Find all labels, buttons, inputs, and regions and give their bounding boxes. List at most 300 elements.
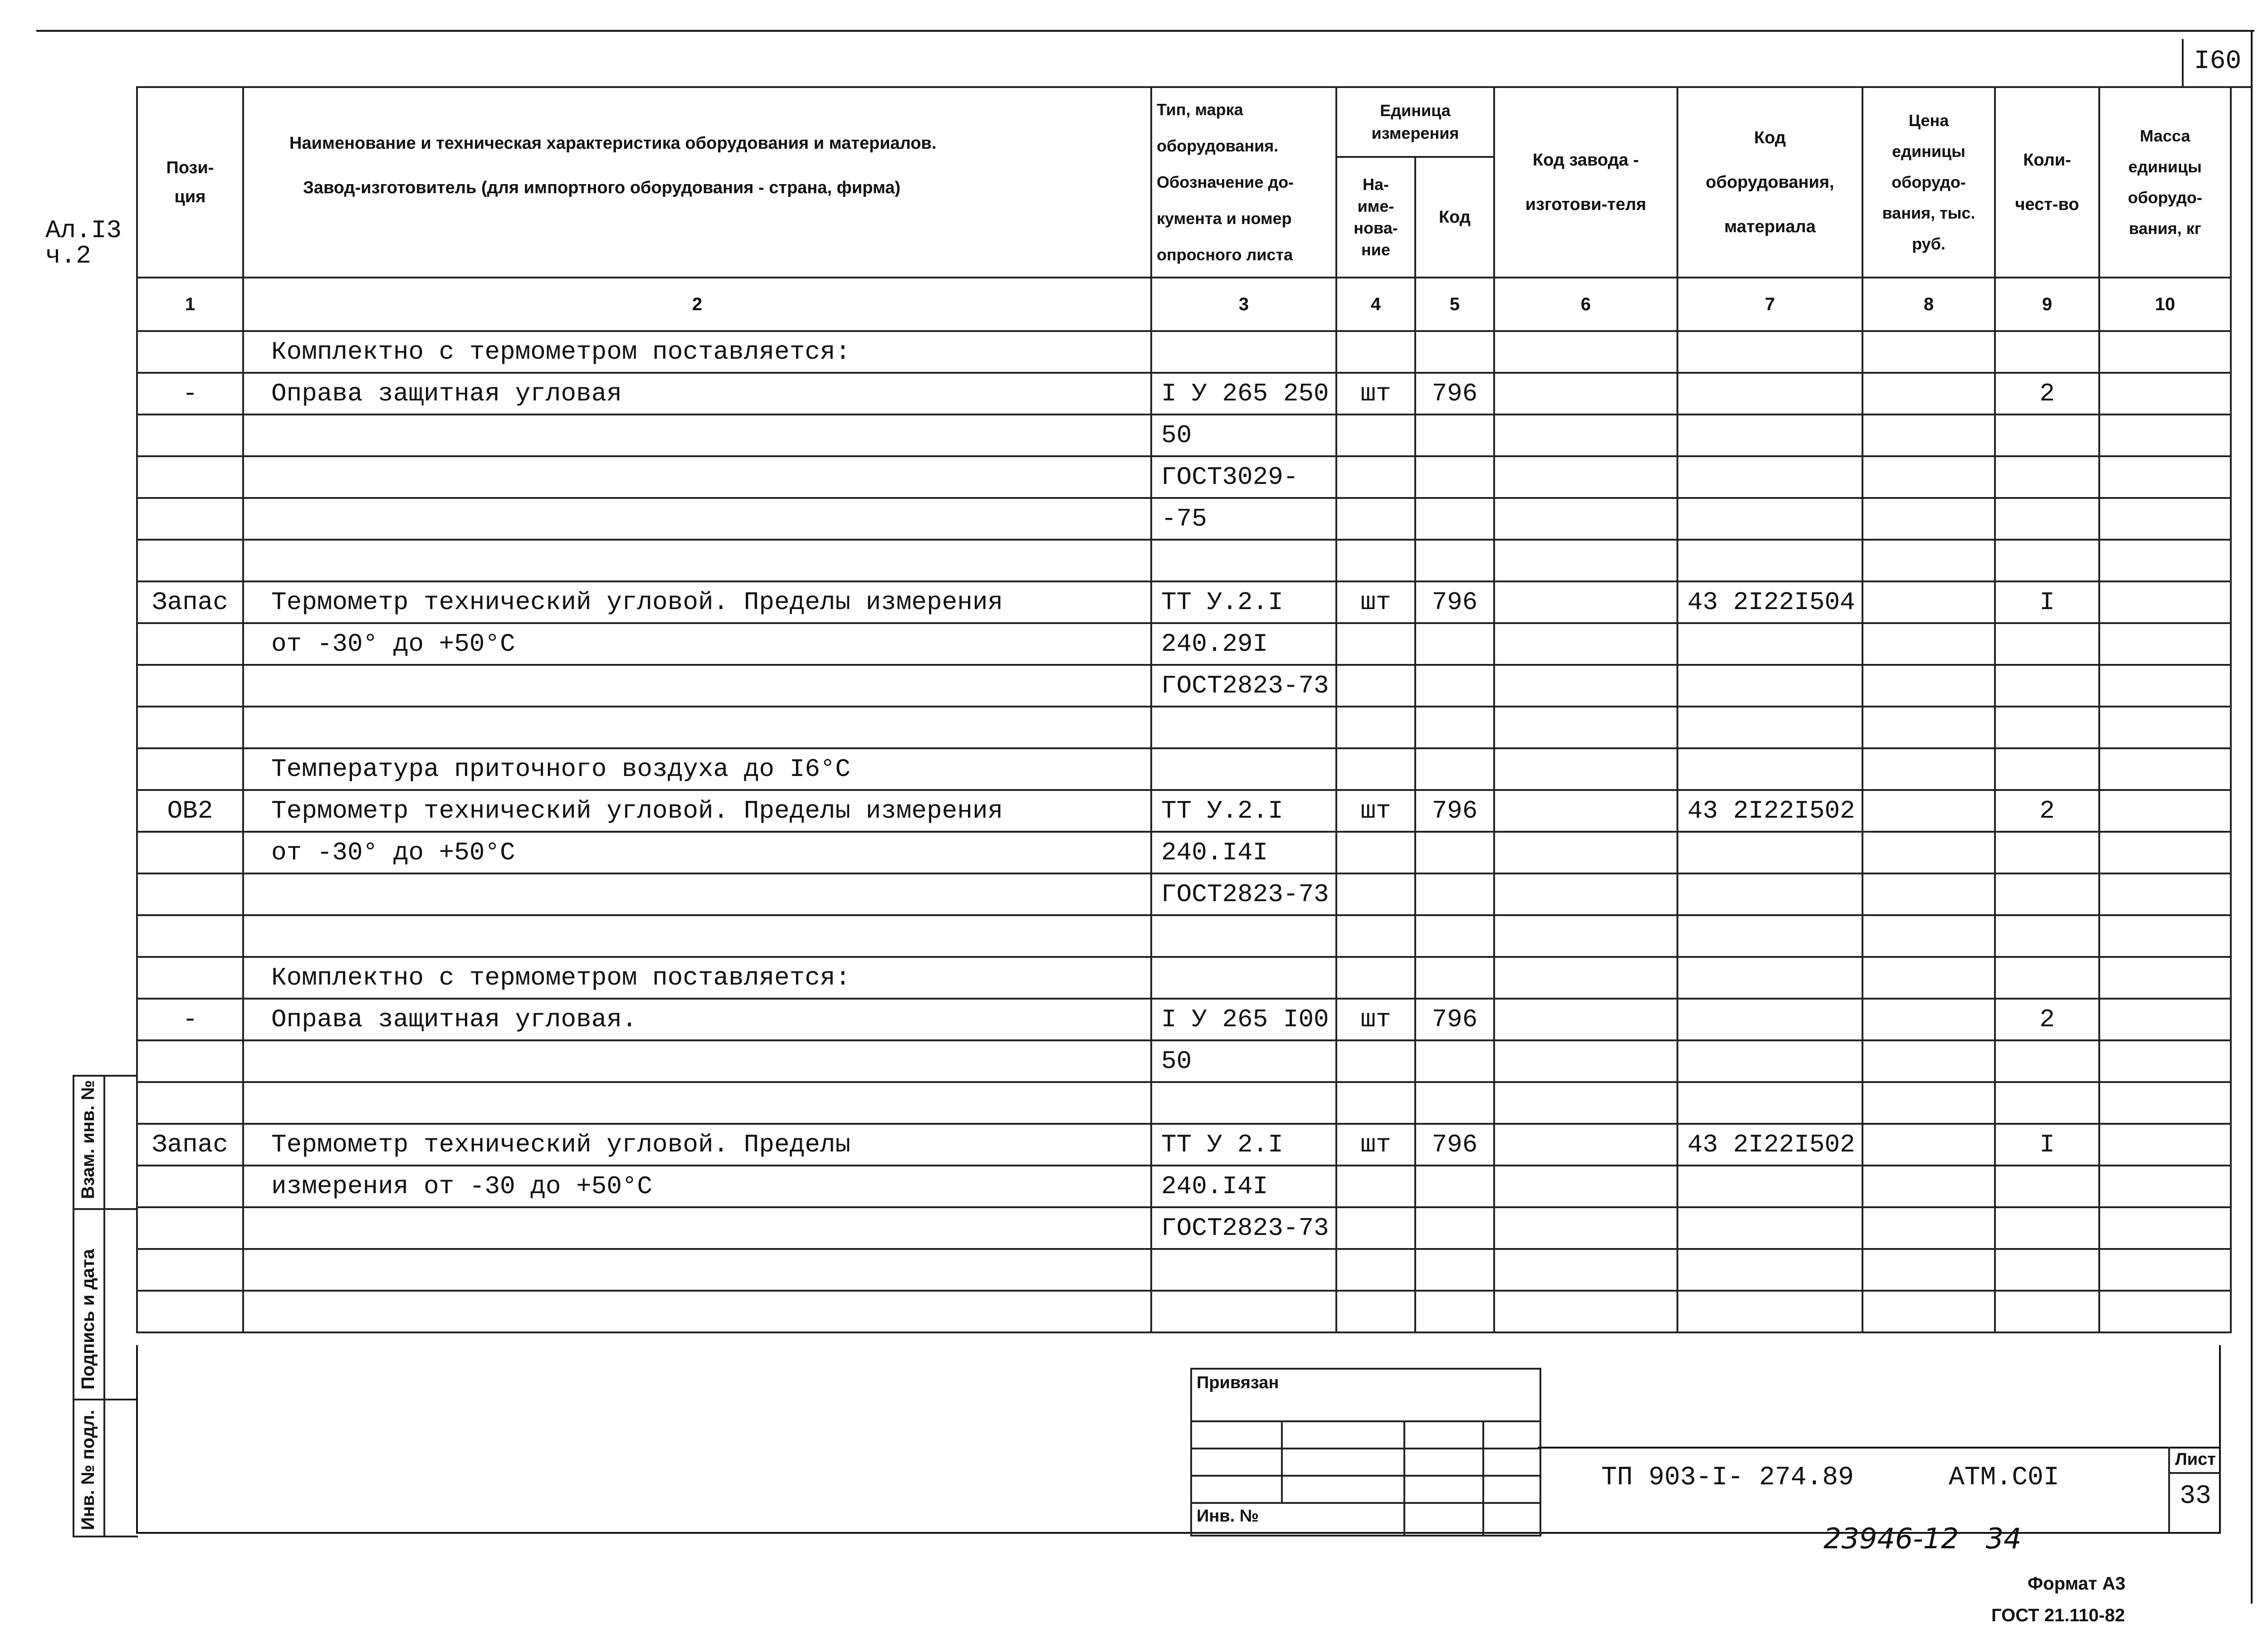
cell-col-9	[1995, 623, 2099, 665]
cell-col-9: 2	[1995, 999, 2099, 1040]
table-row	[137, 540, 2231, 581]
cell-col-2	[243, 498, 1151, 540]
side-labels-box	[73, 1075, 138, 1537]
cell-col-1: -	[137, 373, 243, 415]
cell-col-5: 796	[1415, 999, 1494, 1040]
header-name-line-2: Завод-изготовитель (для импортного оборудования - страна, фирма)	[303, 178, 901, 197]
cell-col-5	[1415, 498, 1494, 540]
cell-col-4	[1336, 873, 1415, 915]
cell-col-7: 43 2I22I502	[1677, 790, 1862, 832]
cell-col-6	[1494, 915, 1677, 957]
table-row	[137, 1040, 2231, 1082]
cell-col-1	[137, 331, 243, 373]
cell-col-3	[1151, 331, 1336, 373]
cell-col-8	[1862, 540, 1995, 581]
cell-col-3: 50	[1151, 415, 1336, 456]
cell-col-7	[1677, 540, 1862, 581]
cell-col-6	[1494, 331, 1677, 373]
spec-table-body	[137, 331, 2231, 1332]
cell-col-4	[1336, 456, 1415, 498]
cell-col-5	[1415, 540, 1494, 581]
cell-col-4: шт	[1336, 790, 1415, 832]
stamp-sheet-value: 33	[2180, 1482, 2211, 1511]
header-factory-code: Код завода - изготови-теля	[1494, 87, 1677, 278]
cell-col-5	[1415, 832, 1494, 873]
table-row	[137, 415, 2231, 456]
cell-col-10	[2099, 1124, 2231, 1166]
cell-col-4	[1336, 957, 1415, 999]
cell-col-4	[1336, 1166, 1415, 1207]
table-row	[137, 1249, 2231, 1291]
cell-col-3: ГОСТ2823-73	[1151, 665, 1336, 707]
cell-col-4: шт	[1336, 373, 1415, 415]
cell-col-10	[2099, 415, 2231, 456]
cell-col-8	[1862, 999, 1995, 1040]
cell-col-3: ТТ У.2.I	[1151, 790, 1336, 832]
cell-col-3: 50	[1151, 1040, 1336, 1082]
cell-col-5	[1415, 415, 1494, 456]
cell-col-2: Термометр технический угловой. Пределы	[243, 1124, 1151, 1166]
cell-col-2	[243, 1249, 1151, 1291]
cell-col-1	[137, 1291, 243, 1332]
table-row	[137, 1291, 2231, 1332]
cell-col-6	[1494, 790, 1677, 832]
cell-col-8	[1862, 581, 1995, 623]
header-position: Пози- ция	[137, 87, 243, 278]
cell-col-9	[1995, 415, 2099, 456]
header-mass: Масса единицы оборудо-вания, кг	[2099, 87, 2231, 278]
cell-col-6	[1494, 1207, 1677, 1249]
table-row	[137, 748, 2231, 790]
side-label-original-inventory: Инв. № подл.	[78, 1410, 98, 1530]
cell-col-2: Оправа защитная угловая.	[243, 999, 1151, 1040]
table-row	[137, 581, 2231, 623]
table-row	[137, 1124, 2231, 1166]
cell-col-6	[1494, 498, 1677, 540]
cell-col-6	[1494, 456, 1677, 498]
cell-col-8	[1862, 665, 1995, 707]
col-num-5: 5	[1415, 278, 1494, 331]
cell-col-2: Термометр технический угловой. Пределы измерения	[243, 790, 1151, 832]
cell-col-9	[1995, 456, 2099, 498]
cell-col-9	[1995, 832, 2099, 873]
cell-col-2: измерения от -30 до +50°С	[243, 1166, 1151, 1207]
cell-col-5	[1415, 456, 1494, 498]
cell-col-8	[1862, 957, 1995, 999]
cell-col-7	[1677, 707, 1862, 748]
cell-col-5	[1415, 748, 1494, 790]
cell-col-9	[1995, 1040, 2099, 1082]
cell-col-5: 796	[1415, 581, 1494, 623]
cell-col-6	[1494, 873, 1677, 915]
cell-col-10	[2099, 957, 2231, 999]
cell-col-7	[1677, 498, 1862, 540]
cell-col-3: I У 265 250	[1151, 373, 1336, 415]
cell-col-2: Комплектно с термометром поставляется:	[243, 331, 1151, 373]
cell-col-6	[1494, 415, 1677, 456]
cell-col-9: 2	[1995, 790, 2099, 832]
cell-col-10	[2099, 1040, 2231, 1082]
cell-col-9	[1995, 498, 2099, 540]
cell-col-4	[1336, 540, 1415, 581]
cell-col-8	[1862, 832, 1995, 873]
stamp-inv-no: Инв. №	[1197, 1507, 1259, 1526]
cell-col-3: 240.I4I	[1151, 832, 1336, 873]
cell-col-8	[1862, 1040, 1995, 1082]
stamp-sheet-label: Лист	[2170, 1447, 2221, 1474]
cell-col-2	[243, 915, 1151, 957]
cell-col-4	[1336, 415, 1415, 456]
col-num-8: 8	[1862, 278, 1995, 331]
column-number-row	[137, 278, 2231, 331]
cell-col-4: шт	[1336, 581, 1415, 623]
cell-col-10	[2099, 665, 2231, 707]
cell-col-2	[243, 707, 1151, 748]
cell-col-8	[1862, 1124, 1995, 1166]
main-left-line-lower	[136, 1345, 138, 1533]
cell-col-8	[1862, 873, 1995, 915]
cell-col-4	[1336, 623, 1415, 665]
cell-col-9: I	[1995, 581, 2099, 623]
cell-col-6	[1494, 540, 1677, 581]
cell-col-6	[1494, 1249, 1677, 1291]
cell-col-10	[2099, 1082, 2231, 1124]
cell-col-6	[1494, 957, 1677, 999]
cell-col-2	[243, 540, 1151, 581]
cell-col-9	[1995, 1291, 2099, 1332]
cell-col-5	[1415, 915, 1494, 957]
cell-col-9: I	[1995, 1124, 2099, 1166]
cell-col-2: Комплектно с термометром поставляется:	[243, 957, 1151, 999]
cell-col-4	[1336, 915, 1415, 957]
cell-col-1	[137, 1207, 243, 1249]
cell-col-7	[1677, 915, 1862, 957]
cell-col-1	[137, 832, 243, 873]
col-num-7: 7	[1677, 278, 1862, 331]
cell-col-4	[1336, 832, 1415, 873]
cell-col-9	[1995, 957, 2099, 999]
cell-col-3: ГОСТ3029-	[1151, 456, 1336, 498]
cell-col-9	[1995, 1249, 2099, 1291]
cell-col-8	[1862, 790, 1995, 832]
cell-col-5	[1415, 1040, 1494, 1082]
table-row	[137, 331, 2231, 373]
cell-col-7	[1677, 1291, 1862, 1332]
col-num-2: 2	[243, 278, 1151, 331]
cell-col-5	[1415, 331, 1494, 373]
cell-col-8	[1862, 331, 1995, 373]
cell-col-10	[2099, 1166, 2231, 1207]
cell-col-5	[1415, 623, 1494, 665]
table-row	[137, 373, 2231, 415]
table-row	[137, 707, 2231, 748]
cell-col-6	[1494, 1166, 1677, 1207]
right-frame-line	[2251, 30, 2253, 1604]
cell-col-2	[243, 1291, 1151, 1332]
cell-col-2: от -30° до +50°С	[243, 832, 1151, 873]
cell-col-3: 240.I4I	[1151, 1166, 1336, 1207]
cell-col-4: шт	[1336, 1124, 1415, 1166]
cell-col-1	[137, 1082, 243, 1124]
table-row	[137, 498, 2231, 540]
header-name	[243, 87, 1151, 278]
cell-col-3	[1151, 540, 1336, 581]
cell-col-3: ТТ У.2.I	[1151, 581, 1336, 623]
cell-col-8	[1862, 623, 1995, 665]
cell-col-5	[1415, 1082, 1494, 1124]
cell-col-10	[2099, 456, 2231, 498]
cell-col-4: шт	[1336, 999, 1415, 1040]
cell-col-8	[1862, 915, 1995, 957]
cell-col-3: -75	[1151, 498, 1336, 540]
top-frame-line	[36, 30, 2254, 32]
cell-col-7	[1677, 415, 1862, 456]
cell-col-5: 796	[1415, 1124, 1494, 1166]
cell-col-5	[1415, 1166, 1494, 1207]
cell-col-1	[137, 873, 243, 915]
cell-col-5	[1415, 873, 1494, 915]
cell-col-7	[1677, 373, 1862, 415]
cell-col-1	[137, 498, 243, 540]
cell-col-10	[2099, 873, 2231, 915]
cell-col-3	[1151, 1291, 1336, 1332]
table-row	[137, 1207, 2231, 1249]
cell-col-1	[137, 1040, 243, 1082]
cell-col-8	[1862, 456, 1995, 498]
cell-col-3	[1151, 707, 1336, 748]
cell-col-10	[2099, 331, 2231, 373]
cell-col-4	[1336, 498, 1415, 540]
cell-col-5	[1415, 1291, 1494, 1332]
cell-col-2: Термометр технический угловой. Пределы измерения	[243, 581, 1151, 623]
header-price: Цена единицы оборудо-вания, тыс. руб.	[1862, 87, 1995, 278]
cell-col-6	[1494, 707, 1677, 748]
cell-col-1: ОВ2	[137, 790, 243, 832]
cell-col-8	[1862, 415, 1995, 456]
cell-col-10	[2099, 1207, 2231, 1249]
cell-col-1	[137, 456, 243, 498]
stamp-privyazan: Привязан	[1197, 1373, 1279, 1392]
header-unit: Единица измерения	[1336, 87, 1494, 157]
table-row	[137, 832, 2231, 873]
cell-col-6	[1494, 373, 1677, 415]
cell-col-9	[1995, 1166, 2099, 1207]
cell-col-4	[1336, 1040, 1415, 1082]
table-row	[137, 999, 2231, 1040]
cell-col-2	[243, 415, 1151, 456]
cell-col-6	[1494, 832, 1677, 873]
cell-col-7: 43 2I22I502	[1677, 1124, 1862, 1166]
cell-col-9	[1995, 1207, 2099, 1249]
col-num-9: 9	[1995, 278, 2099, 331]
cell-col-3	[1151, 915, 1336, 957]
cell-col-6	[1494, 1040, 1677, 1082]
cell-col-3: ТТ У 2.I	[1151, 1124, 1336, 1166]
col-num-10: 10	[2099, 278, 2231, 331]
side-label-signature: Подпись и дата	[78, 1249, 98, 1390]
cell-col-6	[1494, 581, 1677, 623]
cell-col-2	[243, 1040, 1151, 1082]
cell-col-8	[1862, 1249, 1995, 1291]
table-row	[137, 1082, 2231, 1124]
stamp-binding-box	[1190, 1368, 1541, 1536]
cell-col-6	[1494, 1124, 1677, 1166]
cell-col-6	[1494, 1291, 1677, 1332]
cell-col-2	[243, 665, 1151, 707]
cell-col-10	[2099, 1291, 2231, 1332]
header-name-line-1: Наименование и техническая характеристика оборудования и материалов.	[289, 134, 937, 153]
cell-col-9	[1995, 707, 2099, 748]
cell-col-4	[1336, 748, 1415, 790]
col-num-4: 4	[1336, 278, 1415, 331]
stamp-sheet-box	[2168, 1447, 2221, 1533]
cell-col-4	[1336, 1291, 1415, 1332]
cell-col-6	[1494, 748, 1677, 790]
cell-col-2	[243, 873, 1151, 915]
cell-col-7	[1677, 1082, 1862, 1124]
cell-col-7	[1677, 999, 1862, 1040]
cell-col-10	[2099, 832, 2231, 873]
cell-col-9	[1995, 665, 2099, 707]
cell-col-8	[1862, 1166, 1995, 1207]
cell-col-4	[1336, 707, 1415, 748]
header-type: Тип, марка оборудования. Обозначение до-кумента и номер опросного листа	[1151, 87, 1336, 278]
table-row	[137, 873, 2231, 915]
cell-col-1	[137, 540, 243, 581]
cell-col-7	[1677, 1040, 1862, 1082]
cell-col-7	[1677, 748, 1862, 790]
cell-col-2: Температура приточного воздуха до I6°С	[243, 748, 1151, 790]
cell-col-9	[1995, 915, 2099, 957]
cell-col-3: ГОСТ2823-73	[1151, 1207, 1336, 1249]
cell-col-5: 796	[1415, 790, 1494, 832]
header-unit-name: На-име-нова-ние	[1336, 157, 1415, 278]
cell-col-2	[243, 1082, 1151, 1124]
sheet-number: I60	[2194, 47, 2242, 76]
cell-col-10	[2099, 498, 2231, 540]
cell-col-10	[2099, 748, 2231, 790]
cell-col-4	[1336, 1082, 1415, 1124]
cell-col-10	[2099, 999, 2231, 1040]
cell-col-7	[1677, 1249, 1862, 1291]
cell-col-4	[1336, 1249, 1415, 1291]
cell-col-10	[2099, 623, 2231, 665]
cell-col-5	[1415, 957, 1494, 999]
stamp-doc-mark: АТМ.С0I	[1949, 1463, 2059, 1493]
cell-col-2: от -30° до +50°С	[243, 623, 1151, 665]
cell-col-1: -	[137, 999, 243, 1040]
cell-col-10	[2099, 707, 2231, 748]
cell-col-10	[2099, 540, 2231, 581]
side-label-replacement: Взам. инв. №	[78, 1080, 98, 1199]
cell-col-7	[1677, 623, 1862, 665]
cell-col-1	[137, 1166, 243, 1207]
stamp-title-top-line	[1538, 1447, 2221, 1449]
cell-col-8	[1862, 1291, 1995, 1332]
cell-col-7	[1677, 1207, 1862, 1249]
table-row	[137, 1166, 2231, 1207]
cell-col-8	[1862, 748, 1995, 790]
cell-col-3: 240.29I	[1151, 623, 1336, 665]
col-num-3: 3	[1151, 278, 1336, 331]
cell-col-3	[1151, 1082, 1336, 1124]
cell-col-9	[1995, 540, 2099, 581]
sheet-number-box	[2182, 39, 2252, 88]
cell-col-1	[137, 1249, 243, 1291]
cell-col-7	[1677, 832, 1862, 873]
table-row	[137, 790, 2231, 832]
cell-col-3	[1151, 1249, 1336, 1291]
table-row	[137, 665, 2231, 707]
cell-col-1: Запас	[137, 1124, 243, 1166]
cell-col-1	[137, 915, 243, 957]
cell-col-10	[2099, 1249, 2231, 1291]
header-unit-code: Код	[1415, 157, 1494, 278]
cell-col-1	[137, 957, 243, 999]
left-note-line-1: Ал.I3	[45, 216, 122, 245]
left-note	[45, 218, 122, 268]
cell-col-9	[1995, 1082, 2099, 1124]
cell-col-2	[243, 456, 1151, 498]
table-row	[137, 623, 2231, 665]
header-equipment-code: Код оборудования, материала	[1677, 87, 1862, 278]
cell-col-1	[137, 707, 243, 748]
cell-col-7	[1677, 456, 1862, 498]
cell-col-7	[1677, 957, 1862, 999]
col-num-1: 1	[137, 278, 243, 331]
cell-col-9	[1995, 873, 2099, 915]
cell-col-3: I У 265 I00	[1151, 999, 1336, 1040]
cell-col-4	[1336, 1207, 1415, 1249]
table-row	[137, 957, 2231, 999]
cell-col-10	[2099, 790, 2231, 832]
cell-col-7	[1677, 873, 1862, 915]
cell-col-5: 796	[1415, 373, 1494, 415]
cell-col-6	[1494, 623, 1677, 665]
cell-col-10	[2099, 915, 2231, 957]
cell-col-7	[1677, 331, 1862, 373]
cell-col-9: 2	[1995, 373, 2099, 415]
cell-col-8	[1862, 707, 1995, 748]
cell-col-8	[1862, 498, 1995, 540]
cell-col-1	[137, 748, 243, 790]
cell-col-4	[1336, 665, 1415, 707]
cell-col-10	[2099, 581, 2231, 623]
cell-col-6	[1494, 1082, 1677, 1124]
cell-col-1	[137, 623, 243, 665]
cell-col-5	[1415, 1249, 1494, 1291]
stamp-doc-code: ТП 903-I- 274.89	[1601, 1463, 1854, 1493]
cell-col-6	[1494, 999, 1677, 1040]
table-row	[137, 456, 2231, 498]
cell-col-7	[1677, 1166, 1862, 1207]
cell-col-5	[1415, 665, 1494, 707]
cell-col-1	[137, 665, 243, 707]
cell-col-9	[1995, 331, 2099, 373]
col-num-6: 6	[1494, 278, 1677, 331]
cell-col-2	[243, 1207, 1151, 1249]
cell-col-3	[1151, 957, 1336, 999]
cell-col-9	[1995, 748, 2099, 790]
cell-col-6	[1494, 665, 1677, 707]
cell-col-3	[1151, 748, 1336, 790]
header-quantity: Коли-чест-во	[1995, 87, 2099, 278]
cell-col-8	[1862, 373, 1995, 415]
cell-col-5	[1415, 707, 1494, 748]
cell-col-4	[1336, 331, 1415, 373]
cell-col-10	[2099, 373, 2231, 415]
cell-col-7	[1677, 665, 1862, 707]
